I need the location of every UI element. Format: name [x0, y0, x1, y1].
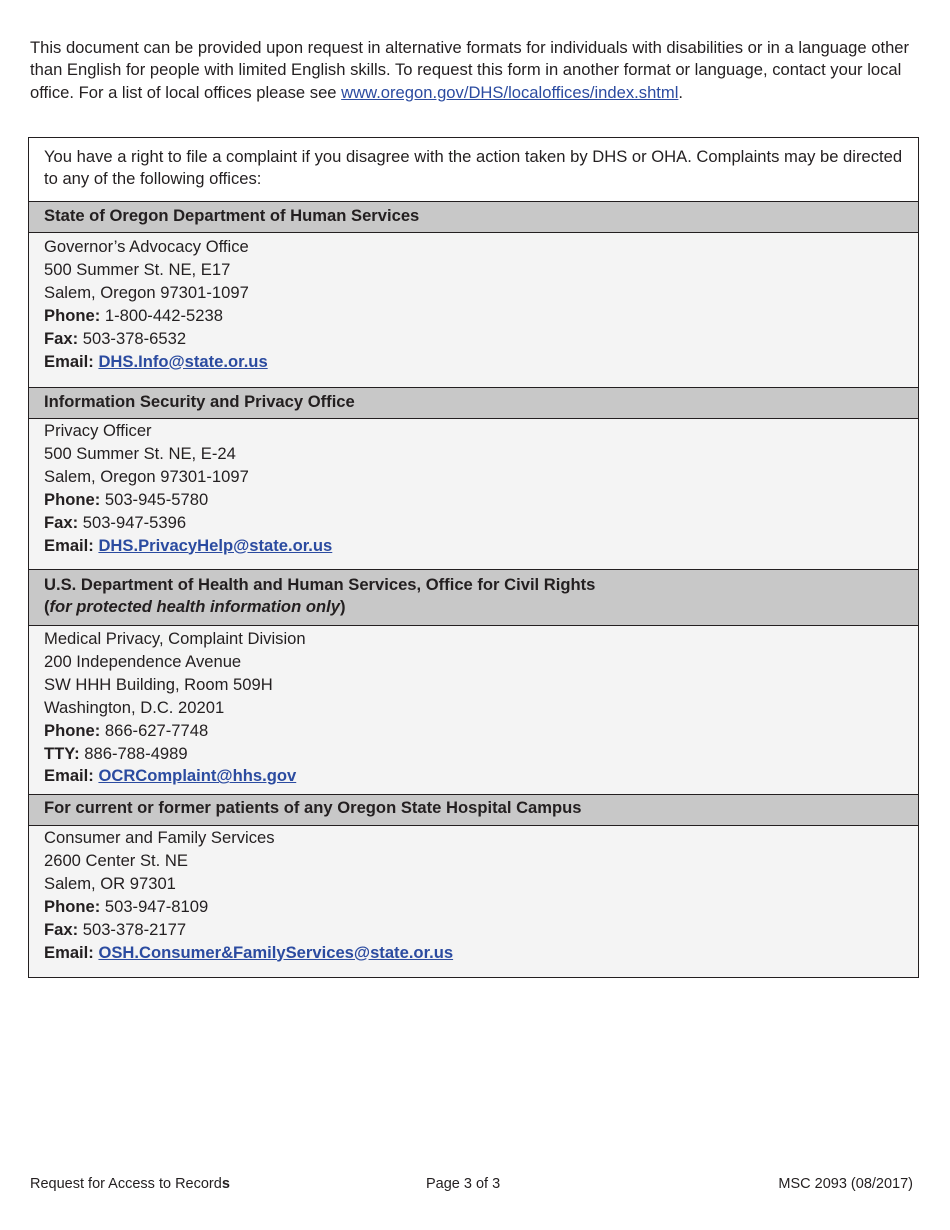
local-offices-link[interactable]: www.oregon.gov/DHS/localoffices/index.shtml	[341, 82, 679, 102]
address-line: Privacy Officer	[44, 421, 152, 440]
fax-value: 503-378-2177	[82, 919, 187, 939]
address-line: Salem, Oregon 97301-1097	[44, 466, 249, 486]
accessibility-notice-end: .	[678, 82, 684, 102]
office-heading-osh: For current or former patients of any Oregon State Hospital Campus	[29, 795, 918, 826]
tty-line	[44, 743, 910, 766]
fax-value: 503-947-5396	[82, 512, 187, 532]
phone-label: Phone:	[44, 720, 101, 740]
phone-line	[44, 720, 910, 743]
office-details-osh	[29, 826, 918, 977]
phone-label: Phone:	[44, 489, 101, 509]
office-details-dhs	[29, 233, 918, 388]
office-heading-dhs: State of Oregon Department of Human Services	[29, 202, 918, 233]
phone-line	[44, 305, 910, 328]
complaint-offices-table	[28, 137, 919, 978]
phone-label: Phone:	[44, 896, 101, 916]
fax-line	[44, 919, 910, 942]
phone-value: 503-947-8109	[104, 896, 209, 916]
email-label: Email:	[44, 942, 94, 962]
email-line	[44, 942, 910, 965]
note-open-paren: (	[44, 597, 50, 617]
phone-value: 1-800-442-5238	[104, 305, 223, 325]
office-details-ocr	[29, 626, 918, 795]
phone-line	[44, 896, 910, 919]
fax-label: Fax:	[44, 512, 79, 532]
email-line	[44, 351, 910, 374]
address-line: Consumer and Family Services	[44, 828, 275, 847]
email-label: Email:	[44, 766, 94, 786]
address-line: Medical Privacy, Complaint Division	[44, 629, 306, 648]
email-line	[44, 765, 910, 788]
footer-page-number: Page 3 of 3	[426, 1176, 501, 1192]
accessibility-notice-text: This document can be provided upon request in alternative formats for individuals with disabilities or in a language other than English for people with limited English skills. To request this form in another format or language, contact your local office. For a list of local offices please see	[30, 38, 910, 102]
email-link[interactable]: OSH.Consumer&FamilyServices@state.or.us	[98, 942, 454, 962]
address-line: 500 Summer St. NE, E17	[44, 259, 231, 279]
office-heading-ocr-title: U.S. Department of Health and Human Services, Office for Civil Rights	[44, 575, 596, 594]
phone-label: Phone:	[44, 305, 101, 325]
accessibility-notice	[30, 37, 920, 104]
address-line: Governor’s Advocacy Office	[44, 237, 249, 256]
phone-line	[44, 489, 910, 512]
address-line: Washington, D.C. 20201	[44, 697, 225, 717]
tty-value: 886-788-4989	[84, 743, 188, 763]
note-text: for protected health information only	[49, 597, 340, 617]
fax-label: Fax:	[44, 919, 79, 939]
address-line: 200 Independence Avenue	[44, 651, 242, 671]
phone-value: 866-627-7748	[104, 720, 209, 740]
email-link[interactable]: DHS.Info@state.or.us	[98, 351, 268, 371]
address-line: 500 Summer St. NE, E-24	[44, 443, 236, 463]
address-line: SW HHH Building, Room 509H	[44, 674, 273, 694]
note-close-paren: )	[339, 597, 346, 617]
fax-value: 503-378-6532	[82, 328, 187, 348]
phone-value: 503-945-5780	[104, 489, 209, 509]
email-line	[44, 535, 910, 558]
footer-form-number: MSC 2093 (08/2017)	[778, 1176, 913, 1192]
email-label: Email:	[44, 535, 94, 555]
office-heading-privacy: Information Security and Privacy Office	[29, 388, 918, 419]
office-heading-ocr-note	[44, 596, 910, 618]
office-heading-ocr	[29, 570, 918, 626]
email-link[interactable]: DHS.PrivacyHelp@state.or.us	[98, 535, 333, 555]
email-link[interactable]: OCRComplaint@hhs.gov	[98, 766, 297, 786]
tty-label: TTY:	[44, 743, 80, 763]
fax-line	[44, 328, 910, 351]
email-label: Email:	[44, 351, 94, 371]
fax-label: Fax:	[44, 328, 79, 348]
address-line: 2600 Center St. NE	[44, 850, 188, 870]
office-details-privacy	[29, 419, 918, 570]
complaint-intro: You have a right to file a complaint if you disagree with the action taken by DHS or OHA. Complaints may be directed to any of the following offices:	[29, 138, 918, 202]
address-line: Salem, OR 97301	[44, 873, 176, 893]
fax-line	[44, 512, 910, 535]
address-line: Salem, Oregon 97301-1097	[44, 282, 249, 302]
footer-form-title-main: Request for Access to Record	[30, 1176, 222, 1192]
footer-form-title-last: s	[221, 1176, 230, 1192]
footer-form-title	[30, 1175, 230, 1193]
